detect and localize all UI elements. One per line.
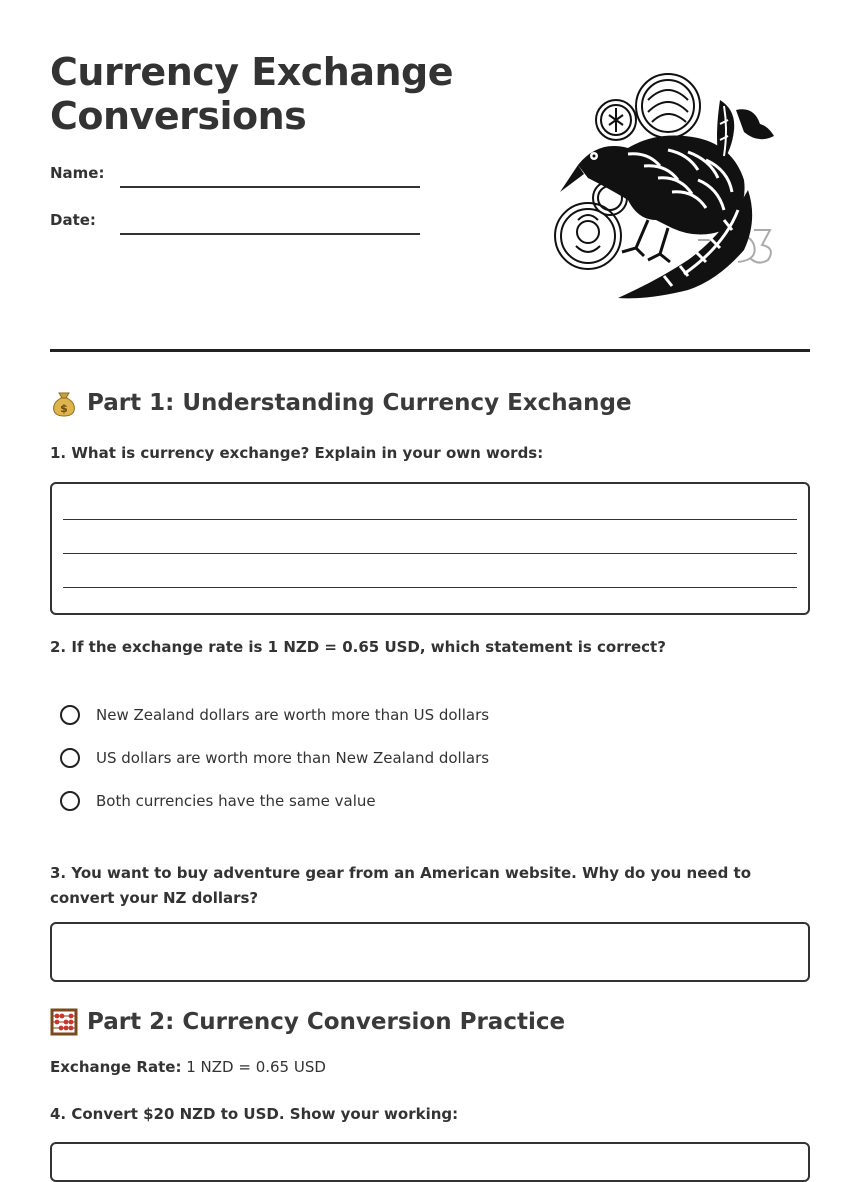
- option-label: US dollars are worth more than New Zealand dollars: [96, 749, 490, 767]
- question-4-answer-box[interactable]: [50, 1142, 810, 1182]
- part-2-heading-text: Part 2: Currency Conversion Practice: [87, 1009, 566, 1035]
- question-3-answer-box[interactable]: [50, 922, 810, 982]
- writing-line: [63, 553, 797, 554]
- title-line-2: Conversions: [50, 94, 307, 138]
- title-line-1: Currency Exchange: [50, 50, 453, 94]
- radio-button[interactable]: [60, 748, 80, 768]
- exchange-rate-value: 1 NZD = 0.65 USD: [186, 1058, 326, 1076]
- writing-line: [63, 587, 797, 588]
- part-1-heading: [50, 388, 632, 418]
- writing-line: [63, 519, 797, 520]
- question-1: 1. What is currency exchange? Explain in your own words:: [50, 444, 544, 462]
- date-field[interactable]: [120, 233, 420, 235]
- question-2-option-3[interactable]: [60, 791, 376, 811]
- question-2-option-2[interactable]: [60, 748, 489, 768]
- abacus-icon: [50, 1008, 78, 1036]
- option-label: Both currencies have the same value: [96, 792, 376, 810]
- question-3: 3. You want to buy adventure gear from an American website. Why do you need to convert your NZ dollars?: [50, 864, 752, 907]
- svg-text:$: $: [60, 402, 68, 415]
- date-label: Date:: [50, 211, 96, 229]
- question-1-answer-box[interactable]: [50, 482, 810, 615]
- kiwi-bird-with-coins-illustration: [548, 70, 784, 306]
- part-1-heading-text: Part 1: Understanding Currency Exchange: [87, 390, 632, 416]
- name-label: Name:: [50, 164, 105, 182]
- question-2: 2. If the exchange rate is 1 NZD = 0.65 USD, which statement is correct?: [50, 638, 666, 656]
- radio-button[interactable]: [60, 791, 80, 811]
- option-label: New Zealand dollars are worth more than US dollars: [96, 706, 490, 724]
- money-bag-icon: [50, 389, 78, 417]
- name-field[interactable]: [120, 186, 420, 188]
- exchange-rate-label: Exchange Rate:: [50, 1058, 182, 1076]
- exchange-rate-line: [50, 1058, 326, 1076]
- header-divider: [50, 349, 810, 352]
- radio-button[interactable]: [60, 705, 80, 725]
- worksheet-title: [50, 50, 490, 138]
- question-2-option-1[interactable]: [60, 705, 489, 725]
- question-4: 4. Convert $20 NZD to USD. Show your working:: [50, 1105, 459, 1123]
- part-2-heading: [50, 1007, 565, 1037]
